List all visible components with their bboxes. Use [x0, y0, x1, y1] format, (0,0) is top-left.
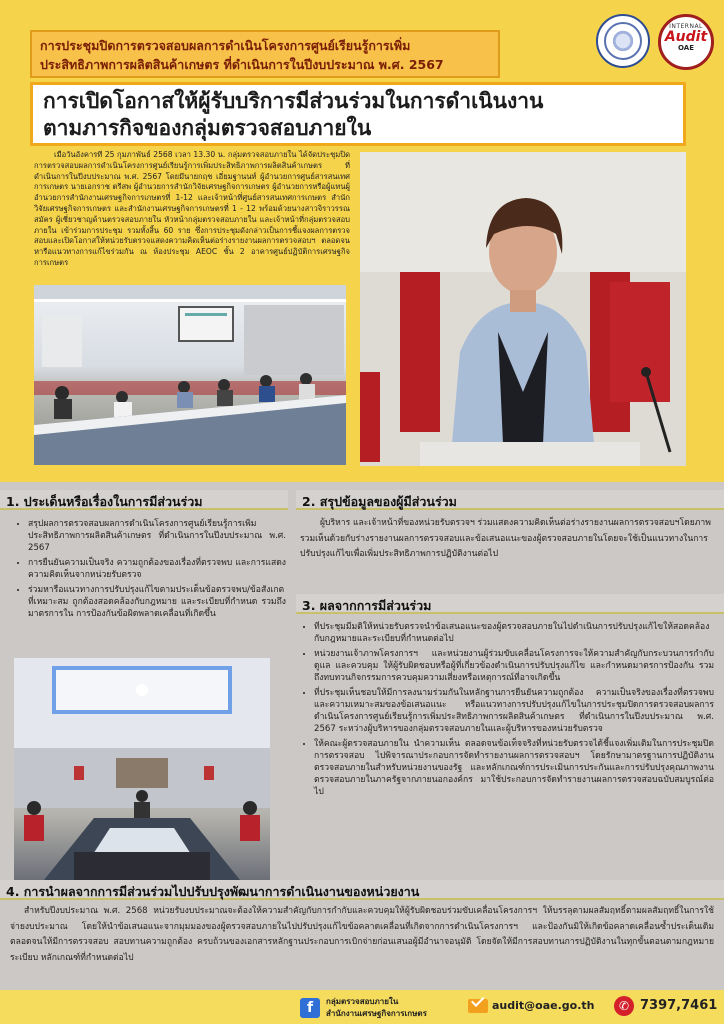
footer-email[interactable]: audit@oae.go.th	[492, 999, 595, 1012]
section1-item: • สรุปผลการตรวจสอบผลการดำเนินโครงการศูนย์เรียนรู้การเพิ่มประสิทธิภาพการผลิตสินค้าเกษตร ที่ดำเนินการในปีงบประมาณ พ.ศ. 2567	[28, 518, 286, 554]
section3-item: • ที่ประชุมเห็นชอบให้มีการลงนามร่วมกันในหลักฐานการยืนยันความถูกต้อง ความเป็นจริงของเรื่องที่ตรวจพบ และความเหมาะสมของข้อเสนอแนะ หรือแนวทางการปรับปรุงแก้ไขในการประชุมปิดการตรวจสอบผลการดำเนินโครงการศูนย์เรียนรู้การเพิ่มประสิทธิภาพการผลิตสินค้าเกษตร ที่ดำเนินการในปีงบประมาณ พ.ศ. 2567 ระหว่างผู้บริหารของกลุ่มตรวจสอบภายในและผู้บริหารของหน่วยรับตรวจ	[314, 687, 714, 735]
section3-item: • ให้คณะผู้ตรวจสอบภายใน นำความเห็น ตลอดจนข้อเท็จจริงที่หน่วยรับตรวจได้ชี้แจงเพิ่มเติมในการประชุมปิดการตรวจสอบ ไปพิจารณาประกอบการจัดทำรายงานผลการตรวจสอบฯ โดยรักษามาตรฐานการปฏิบัติงาน ตรวจสอบภายในสำหรับหน่วยงานของรัฐ และหลักเกณฑ์การประเมินการประกันและการปรับปรุงคุณภาพงานตรวจสอบภายในภาครัฐจากภายนอกองค์กร มาใช้ประกอบการจัดทำรายงานผลการตรวจสอบฉบับสมบูรณ์ต่อไป	[314, 738, 714, 798]
conference-room-photo	[14, 658, 270, 880]
section1-heading: 1. ประเด็นหรือเรื่องในการมีส่วนร่วม	[0, 490, 288, 510]
footer-org-line1: กลุ่มตรวจสอบภายใน	[326, 997, 399, 1006]
footer-org[interactable]	[326, 996, 427, 1020]
chair-portrait-photo	[360, 152, 686, 466]
meeting-header-line2: ประสิทธิภาพการผลิตสินค้าเกษตร ที่ดำเนินการในปีงบประมาณ พ.ศ. 2567	[40, 57, 444, 72]
section3-heading: 3. ผลจากการมีส่วนร่วม	[296, 594, 724, 614]
section3-list	[300, 621, 714, 879]
phone-icon: ✆	[614, 996, 634, 1016]
section1-list	[14, 518, 286, 652]
main-title-line1: การเปิดโอกาสให้ผู้รับบริการมีส่วนร่วมในการดำเนินงาน	[43, 89, 544, 113]
oae-seal-logo	[596, 14, 650, 68]
section1-item: • การยืนยันความเป็นจริง ความถูกต้องของเรื่องที่ตรวจพบ และการแสดงความคิดเห็นจากหน่วยรับตรวจ	[28, 557, 286, 581]
section4-paragraph: สำหรับปีงบประมาณ พ.ศ. 2568 หน่วยรับงบประมาณจะต้องให้ความสำคัญกับการกำกับและควบคุมให้ผู้รับผิดชอบร่วมขับเคลื่อนโครงการฯ ให้บรรลุตามผลสัมฤทธิ์ตามผลสัมฤทธิ์ในการใช้จ่ายงบประมาณ โดยให้นำข้อเสนอแนะจากมุมมองของผู้ตรวจสอบภายในไปปรับปรุงแก้ไขข้อคลาดเคลื่อนที่เกิดจากการดำเนินโครงการฯ และป้องกันมิให้เกิดข้อคลาดเคลื่อนซ้ำประเด็นเดิม ตลอดจนให้มีการตรวจสอบ สอบทานความถูกต้อง ครบถ้วนของเอกสารหลักฐานประกอบการเบิกจ่ายก่อนเสนอผู้มีอำนาจอนุมัติ โดยจัดให้มีการสอบทานการปฏิบัติงานในทุกขั้นตอนตามกฎหมาย ระเบียบ หลักเกณฑ์ที่กำหนดต่อไป	[10, 906, 714, 963]
section2-paragraph: ผู้บริหาร และเจ้าหน้าที่ของหน่วยรับตรวจฯ ร่วมแสดงความคิดเห็นต่อร่างรายงานผลการตรวจสอบฯโดยภาพรวมเห็นด้วยกับร่างรายงานผลการตรวจสอบและข้อเสนอแนะของผู้ตรวจสอบภายในโดยจะใช้เป็นแนวทางในการปรับปรุงแก้ไขเพื่อเพิ่มประสิทธิภาพการปฏิบัติงานต่อไป	[300, 518, 711, 559]
section3-item: • ที่ประชุมมีมติให้หน่วยรับตรวจนำข้อเสนอแนะของผู้ตรวจสอบภายในไปดำเนินการปรับปรุงแก้ไขให้สอดคล้องกับกฎหมายและระเบียบที่กำหนดต่อไป	[314, 621, 714, 645]
main-title-line2: ตามภารกิจของกลุ่มตรวจสอบภายใน	[43, 116, 372, 140]
section1-item: • ร่วมหารือแนวทางการปรับปรุงแก้ไขตามประเด็นข้อตรวจพบ/ข้อสังเกตที่เหมาะสม ถูกต้องสอดคล้องกับกฎหมาย และระเบียบที่กำหนด รวมถึงมาตรการใน การป้องกันข้อผิดพลาดเคลื่อนที่เกิดขึ้น	[28, 584, 286, 620]
main-title	[30, 82, 686, 146]
meeting-header	[30, 30, 500, 78]
logo-mid-text: Audit	[664, 29, 708, 45]
section4-heading: 4. การนำผลจากการมีส่วนร่วมไปปรับปรุงพัฒนาการดำเนินงานของหน่วยงาน	[0, 880, 724, 900]
logo-top-text: INTERNAL	[669, 23, 703, 30]
footer-org-line2: สำนักงานเศรษฐกิจการเกษตร	[326, 1009, 427, 1018]
footer-phone[interactable]: 7397,7461	[640, 998, 718, 1013]
meeting-room-photo	[34, 285, 346, 465]
facebook-icon[interactable]: f	[300, 998, 320, 1018]
logo-bottom-text: OAE	[678, 44, 694, 52]
section3-item: • หน่วยงานเจ้าภาพโครงการฯ และหน่วยงานผู้ร่วมขับเคลื่อนโครงการจะให้ความสำคัญกับกระบวนการกำกับ ดูแล และควบคุม ให้ผู้รับผิดชอบหรือผู้ที่เกี่ยวข้องดำเนินการปรับปรุงแก้ไข และกำหนดมาตรการป้องกัน รวมถึงทบทวนกิจกรรมการควบคุมความเสี่ยงหรือเหตุการณ์ที่อาจเกิดขึ้น	[314, 648, 714, 684]
meeting-header-line1: การประชุมปิดการตรวจสอบผลการดำเนินโครงการศูนย์เรียนรู้การเพิ่ม	[40, 38, 411, 53]
section2-heading: 2. สรุปข้อมูลของผู้มีส่วนร่วม	[296, 490, 724, 510]
internal-audit-logo	[658, 14, 714, 70]
mail-icon	[468, 999, 488, 1013]
intro-paragraph: เมื่อวันอังคารที่ 25 กุมภาพันธ์ 2568 เวลา 13.30 น. กลุ่มตรวจสอบภายใน ได้จัดประชุมปิดการตรวจสอบผลการดำเนินโครงการศูนย์เรียนรู้การเพิ่มประสิทธิภาพการผลิตสินค้าเกษตร ที่ดำเนินการในปีงบประมาณ พ.ศ. 2567 โดยมีนายกฤช เอี่ยมฐานนท์ ผู้อำนวยการศูนย์สารสนเทศการเกษตร นายเอกราช ตรีสพ ผู้อำนวยการสำนักวิจัยเศรษฐกิจการเกษตร ผู้อำนวยการหรือผู้แทนผู้อำนวยการสำนักงานเศรษฐกิจการเกษตรที่ 1-12 และเจ้าหน้าที่ศูนย์สารสนเทศการเกษตร สำนักวิจัยเศรษฐกิจการเกษตร และสำนักงานเศรษฐกิจการเกษตรที่ 1 - 12 พร้อมด้วยนางสาวจิราวรรณ สมัคร ผู้เชี่ยวชาญด้านตรวจสอบภายใน หัวหน้ากลุ่มตรวจสอบภายใน และเจ้าหน้าที่กลุ่มตรวจสอบภายใน เข้าร่วมการประชุม รวมทั้งสิ้น 60 ราย ซึ่งการประชุมดังกล่าวเป็นการชี้แจงผลการตรวจสอบและเปิดโอกาสให้หน่วยรับตรวจแสดงความคิดเห็นต่อร่างรายงานผลการตรวจสอบฯ ตลอดจนหารือแนวทางการแก้ไขร่วมกัน ณ ห้องประชุม AEOC ชั้น 2 อาคารศูนย์ปฏิบัติการเศรษฐกิจการเกษตร	[34, 150, 350, 267]
